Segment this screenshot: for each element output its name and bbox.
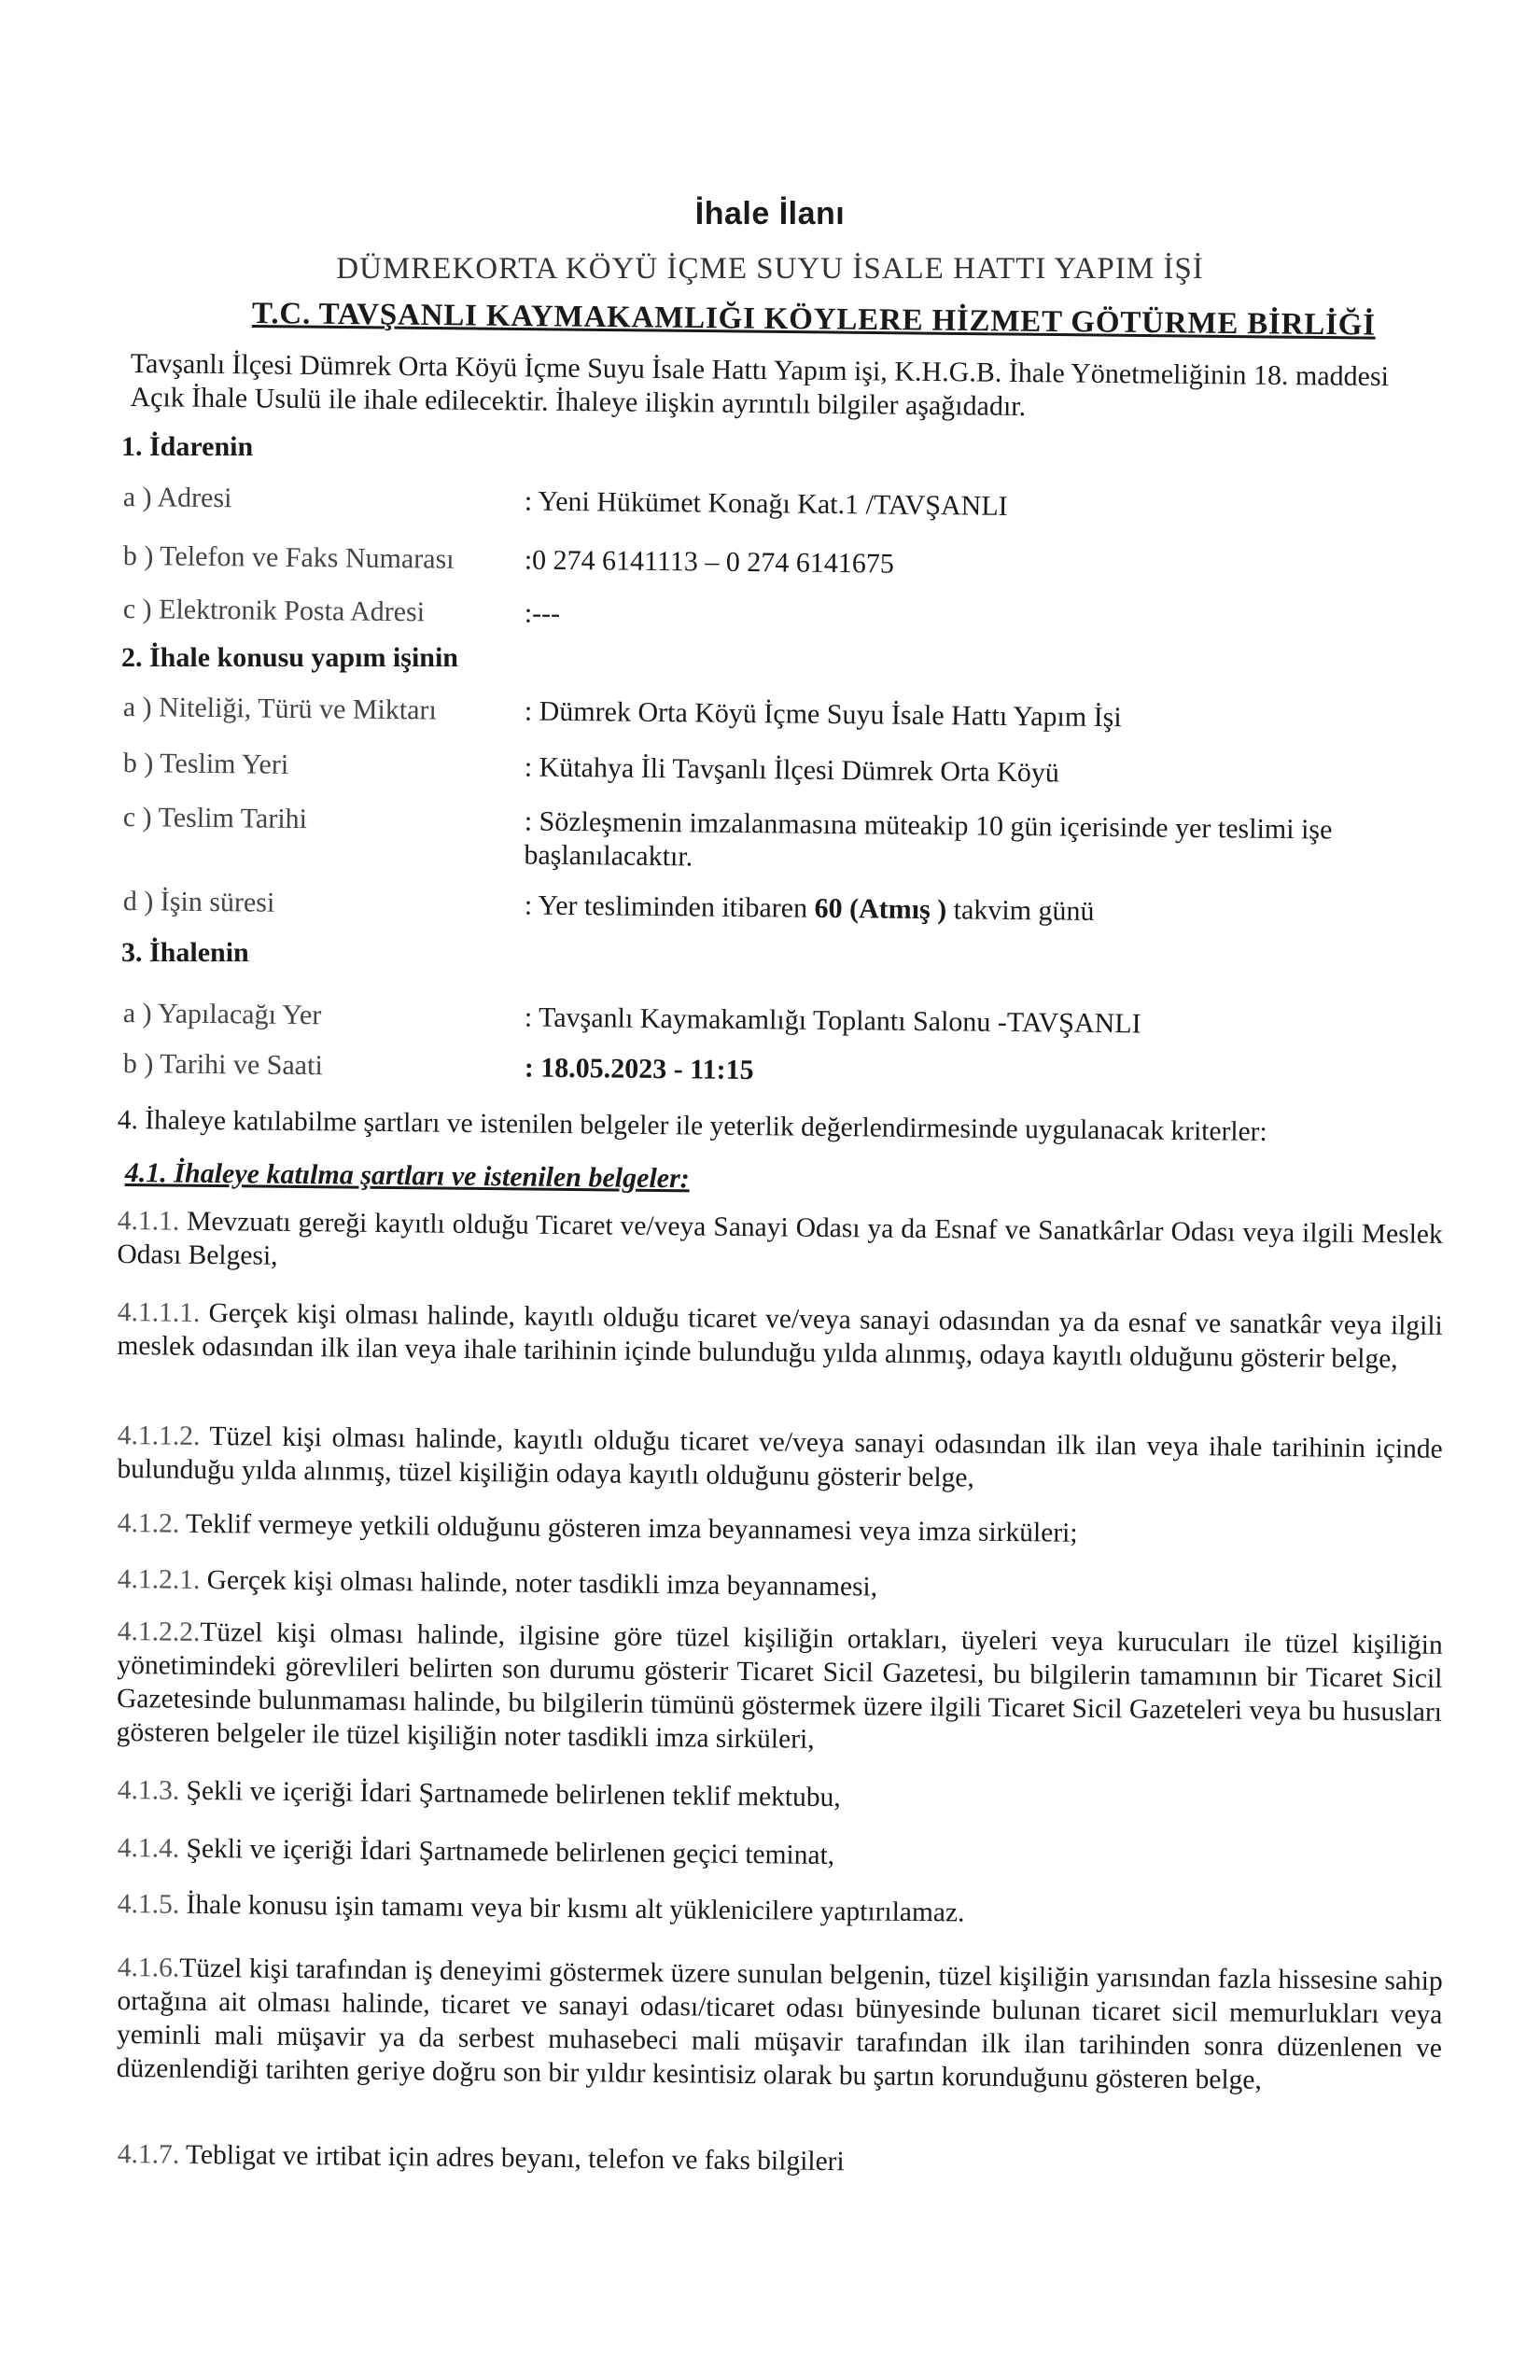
clause-paragraph: [117, 1419, 1443, 1500]
clause-text: Tüzel kişi olması halinde, ilgisine göre tüzel kişiliğin ortakları, üyeleri veya kurucuları ile tüzel kişiliğin yönetimindeki görevlileri belirten son durumu gösterir Ticaret Sicil Gazetesi, bu bilgilerin tamamının bir Ticaret Sicil Gazetesinde bulunmaması halinde, bu bilgilerin tümünü göstermek üzere ilgili Ticaret Sicil Gazeteleri veya bu hususları gösteren belgeler ile tüzel kişiliğin noter tasdikli imza sirküleri,: [116, 1617, 1443, 1755]
duration-days: 60 (Atmış ): [814, 892, 947, 926]
row-label: a ) Adresi: [122, 481, 232, 514]
section-1-row-phone: [122, 539, 1430, 580]
clause-text: Teklif vermeye yetkili olduğunu gösteren imza beyannamesi veya imza sirküleri;: [179, 1508, 1078, 1548]
duration-suffix: takvim günü: [946, 894, 1095, 927]
clause-paragraph: [116, 1951, 1442, 2099]
clause-paragraph: [118, 1831, 1443, 1879]
row-value: : Sözleşmenin imzalanmasına müteakip 10 gün içerisinde yer teslimi işe başlanılacaktır.: [524, 805, 1333, 873]
row-value: [525, 889, 1458, 932]
clause-text: Tüzel kişi tarafından iş deneyimi göstermek üzere sunulan belgenin, tüzel kişiliğin yarısından fazla hissesine sahip ortağına ait olması halinde, ticaret ve sanayi odası/ticaret odası bünyesinde bulunan ticaret sicil memurlukları veya yeminli mali müşavir ya da serbest muhasebeci mali müşavir tarafından ilk ilan tarihinden sonra düzenlenen ve düzenlendiği tarihten geriye doğru son bir yıldır kesintisiz olarak bu şartın korunduğunu gösteren belge,: [116, 1953, 1443, 2095]
row-label: a ) Niteliği, Türü ve Miktarı: [122, 691, 438, 726]
section-2-heading: 2. İhale konusu yapım işinin: [121, 642, 458, 673]
row-label: d ) İşin süresi: [122, 885, 275, 918]
clause-paragraph: [118, 2137, 1443, 2185]
organization-name: T.C. TAVŞANLI KAYMAKAMLIĞI KÖYLERE HİZMET GÖTÜRME BİRLİĞİ: [251, 297, 1377, 343]
section-2-row-delivery-place: [122, 747, 1430, 789]
clause-text: Tebligat ve irtibat için adres beyanı, telefon ve faks bilgileri: [179, 2139, 845, 2177]
clause-paragraph: [117, 1295, 1443, 1377]
clause-text: İhale konusu işin tamamı veya bir kısmı alt yüklenicilere yaptırılamaz.: [179, 1889, 965, 1928]
clause-paragraph: [117, 1204, 1443, 1285]
section-3-row-datetime: [122, 1047, 1430, 1086]
section-1-heading: 1. İdarenin: [121, 431, 254, 462]
section-3-heading: 3. İhalenin: [121, 937, 249, 968]
row-value: : 18.05.2023 - 11:15: [524, 1052, 754, 1086]
page-title: İhale İlanı: [694, 196, 846, 231]
duration-prefix: : Yer tesliminden itibaren: [524, 889, 815, 924]
clause-number: 4.1.1.2.: [117, 1420, 201, 1451]
clause-number: 4.1.7.: [117, 2139, 180, 2170]
row-label: a ) Yapılacağı Yer: [122, 998, 322, 1031]
clause-text: Gerçek kişi olması halinde, kayıtlı olduğu ticaret ve/veya sanayi odasından ya da esnaf ve sanatkâr veya ilgili meslek odasından ilk ilan veya ihale tarihinin içinde bulunduğu yılda alınmış, odaya kayıtlı olduğunu gösterir belge,: [117, 1297, 1443, 1375]
row-label: b ) Teslim Yeri: [122, 747, 289, 780]
clause-paragraph: [118, 1506, 1443, 1554]
row-value: : Yeni Hükümet Konağı Kat.1 /TAVŞANLI: [524, 485, 1008, 522]
section-4-heading: 4. İhaleye katılabilme şartları ve istenilen belgeler ile yeterlik değerlendirmesinde uygulanacak kriterler:: [117, 1104, 1267, 1147]
clause-number: 4.1.1.: [117, 1205, 180, 1237]
row-label: b ) Telefon ve Faks Numarası: [122, 539, 455, 575]
row-value: : Dümrek Orta Köyü İçme Suyu İsale Hattı Yapım İşi: [524, 695, 1122, 734]
clause-number: 4.1.1.1.: [117, 1296, 201, 1328]
section-2-row-nature: [122, 691, 1430, 734]
clause-text: Şekli ve içeriği İdari Şartnamede belirlenen geçici teminat,: [179, 1833, 835, 1871]
clause-text: Şekli ve içeriği İdari Şartnamede belirlenen teklif mektubu,: [179, 1775, 841, 1813]
clause-paragraph: [116, 1615, 1442, 1763]
row-label: c ) Elektronik Posta Adresi: [122, 593, 426, 628]
row-label: b ) Tarihi ve Saati: [122, 1048, 323, 1082]
clause-paragraph: [118, 1562, 1443, 1610]
clause-number: 4.1.2.2.: [117, 1616, 201, 1647]
clause-text: Mevzuatı gereği kayıtlı olduğu Ticaret ve/veya Sanayi Odası ya da Esnaf ve Sanatkârlar Odası veya ilgili Meslek Odası Belgesi,: [117, 1206, 1443, 1271]
clause-number: 4.1.5.: [117, 1888, 180, 1920]
intro-paragraph: Tavşanlı İlçesi Dümrek Orta Köyü İçme Suyu İsale Hattı Yapım işi, K.H.G.B. İhale Yönetmeliğinin 18. maddesi Açık İhale Usulü ile ihale edilecektir. İhaleye ilişkin ayrıntılı bilgiler aşağıdadır.: [130, 347, 1390, 423]
clause-paragraph: [118, 1773, 1443, 1821]
section-1-row-address: [122, 481, 1430, 522]
clause-text: Tüzel kişi olması halinde, kayıtlı olduğu ticaret ve/veya sanayi odasından ilk ilan veya ihale tarihinin içinde bulunduğu yılda alınmış, tüzel kişiliğin odaya kayıtlı olduğunu gösterir belge,: [117, 1421, 1443, 1493]
section-3-row-place: [122, 997, 1430, 1040]
section-1-row-email: [122, 593, 1430, 629]
row-value: :---: [524, 597, 561, 629]
section-2-row-duration: [122, 885, 1430, 927]
page-subtitle: DÜMREKORTA KÖYÜ İÇME SUYU İSALE HATTI YAPIM İŞİ: [336, 252, 1204, 286]
clause-number: 4.1.6.: [117, 1953, 180, 1983]
clause-number: 4.1.4.: [117, 1832, 180, 1864]
section-4-subheading: 4.1. İhaleye katılma şartları ve istenilen belgeler:: [124, 1157, 690, 1195]
row-value: : Kütahya İli Tavşanlı İlçesi Dümrek Orta Köyü: [524, 751, 1059, 789]
row-value: :0 274 6141113 – 0 274 6141675: [524, 544, 895, 580]
clause-number: 4.1.2.1.: [117, 1563, 201, 1595]
clause-paragraph: [118, 1887, 1443, 1935]
clause-text: Gerçek kişi olması halinde, noter tasdikli imza beyannamesi,: [200, 1564, 878, 1603]
clause-number: 4.1.3.: [117, 1774, 180, 1806]
section-2-row-delivery-date: [122, 801, 1430, 873]
row-label: c ) Teslim Tarihi: [122, 801, 308, 835]
clause-number: 4.1.2.: [117, 1507, 180, 1539]
row-value: : Tavşanlı Kaymakamlığı Toplantı Salonu -TAVŞANLI: [524, 1001, 1141, 1040]
